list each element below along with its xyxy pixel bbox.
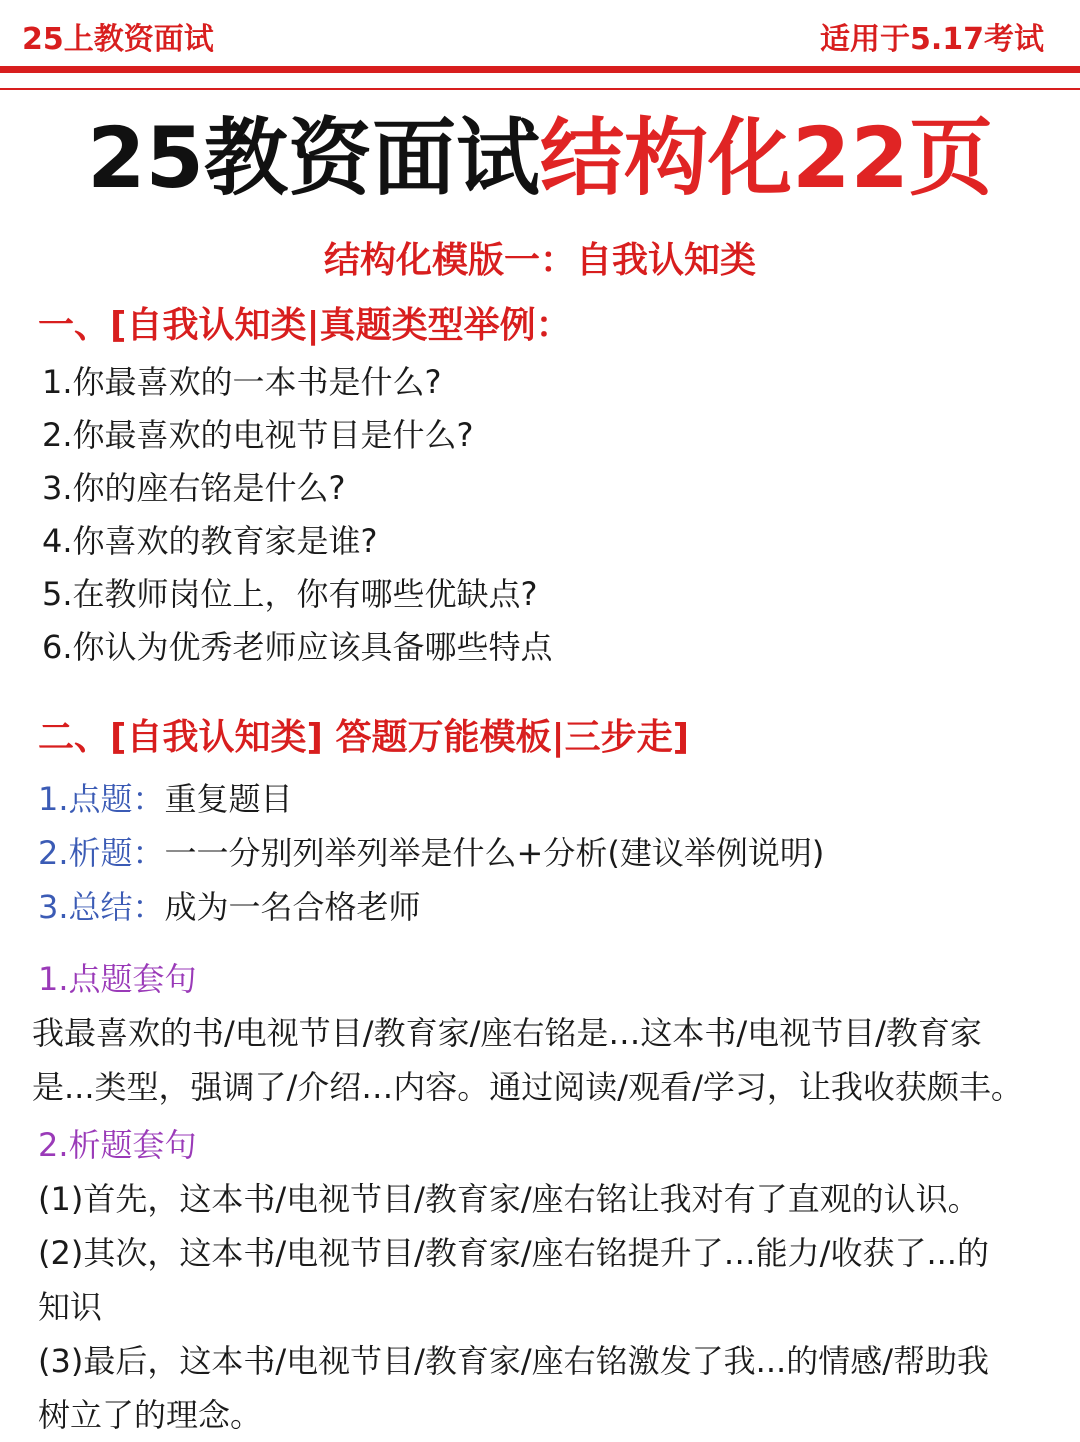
phrase1-line: 是...类型，强调了/介绍…内容。通过阅读/观看/学习，让我收获颇丰。 — [32, 1068, 1023, 1106]
header-divider-thin — [0, 88, 1080, 90]
step-item — [38, 880, 1053, 934]
step-list — [38, 772, 1053, 934]
page-title — [0, 109, 1080, 207]
header-left-tag: 25上教资面试 — [22, 22, 214, 57]
step-item — [38, 826, 1053, 880]
list-item: 2.你最喜欢的电视节目是什么? — [42, 416, 474, 454]
phrase2-heading: 2.析题套句 — [38, 1126, 197, 1164]
step-item — [38, 772, 1053, 826]
list-item: 4.你喜欢的教育家是谁? — [42, 522, 378, 560]
question-list — [42, 356, 1053, 674]
step-label: 2.析题： — [38, 834, 165, 872]
phrase1-heading: 1.点题套句 — [38, 960, 197, 998]
phrase2-line: (3)最后，这本书/电视节目/教育家/座右铭激发了我...的情感/帮助我 — [38, 1342, 989, 1380]
page-subtitle: 结构化模版一：自我认知类 — [323, 240, 756, 281]
step-label: 3.总结： — [38, 888, 165, 926]
title-red-part: 结构化22页 — [540, 109, 993, 207]
list-item: 5.在教师岗位上，你有哪些优缺点? — [42, 575, 538, 613]
title-black-part: 25教资面试 — [87, 109, 540, 207]
section1-heading: 一、[自我认知类|真题类型举例： — [38, 305, 572, 346]
step-label: 1.点题： — [38, 780, 165, 818]
list-item: 1.你最喜欢的一本书是什么? — [42, 363, 442, 401]
phrase1-line: 我最喜欢的书/电视节目/教育家/座右铭是…这本书/电视节目/教育家 — [32, 1014, 982, 1052]
phrase2-line: 树立了的理念。 — [38, 1396, 263, 1434]
phrase2-line: (2)其次，这本书/电视节目/教育家/座右铭提升了…能力/收获了...的 — [38, 1234, 989, 1272]
step-text: 重复题目 — [164, 780, 293, 818]
step-text: 成为一名合格老师 — [164, 888, 421, 926]
list-item: 6.你认为优秀老师应该具备哪些特点 — [42, 628, 553, 666]
top-header — [0, 0, 1080, 70]
phrase2-line: 知识 — [38, 1288, 103, 1326]
header-right-tag: 适用于5.17考试 — [819, 22, 1044, 57]
list-item: 3.你的座右铭是什么? — [42, 469, 346, 507]
section2-heading: 二、[自我认知类] 答题万能模板|三步走] — [38, 717, 690, 758]
step-text: 一一分别列举列举是什么+分析(建议举例说明) — [164, 834, 825, 872]
header-divider-thick — [0, 66, 1080, 73]
main-content — [32, 300, 1053, 1442]
phrase2-line: (1)首先，这本书/电视节目/教育家/座右铭让我对有了直观的认识。 — [38, 1180, 980, 1218]
